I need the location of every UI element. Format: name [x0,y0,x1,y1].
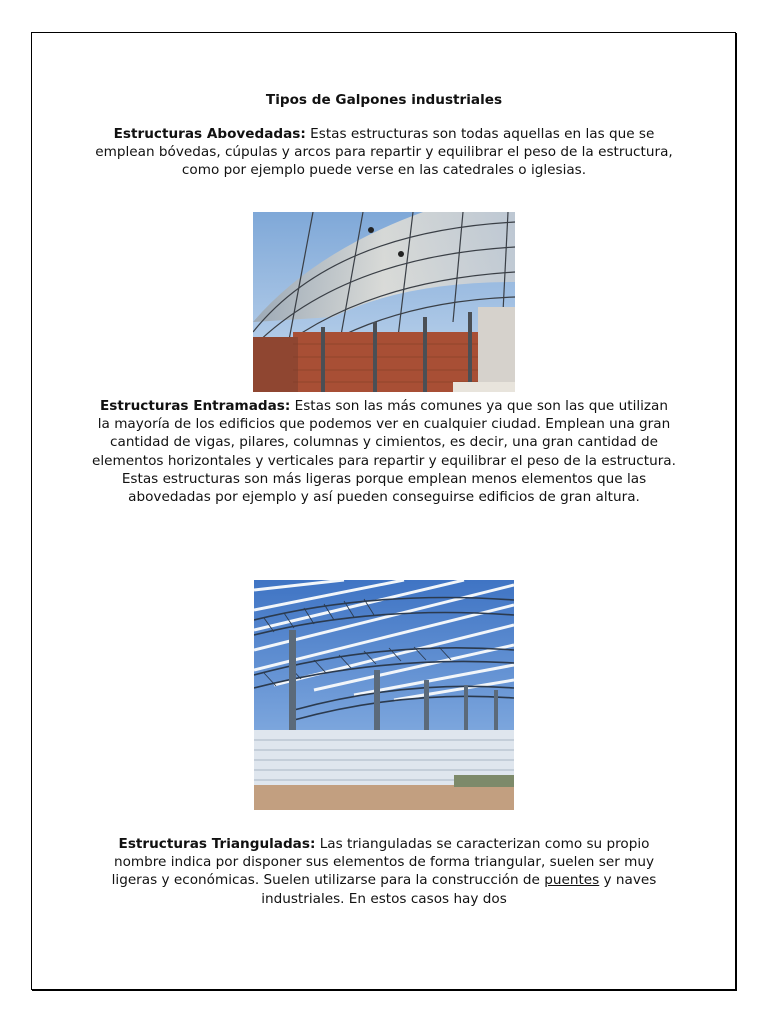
heading-abovedadas: Estructuras Abovedadas: [113,126,306,142]
paragraph-entramadas [92,397,676,506]
heading-entramadas: Estructuras Entramadas: [100,398,291,414]
photo-vaulted-structure [253,212,515,392]
text-trianguladas-after: y naves industriales. En estos casos hay dos [261,872,657,907]
photo-framed-structure [254,580,514,810]
heading-trianguladas: Estructuras Trianguladas: [118,836,316,852]
document-title: Tipos de Galpones industriales [265,92,503,108]
text-trianguladas-before: Las trianguladas se caracterizan como su propio nombre indica por disponer sus elementos de forma triangular, suelen ser muy ligeras y económicas. Suelen utilizarse para la construcción de [111,836,655,889]
puentes-link[interactable]: puentes [544,872,600,889]
paragraph-trianguladas [92,835,676,908]
text-abovedadas: Estas estructuras son todas aquellas en las que se emplean bóvedas, cúpulas y arcos para repartir y equilibrar el peso de la estructura, como por ejemplo puede verse en las catedrales o iglesias. [95,126,673,179]
text-entramadas: Estas son las más comunes ya que son las que utilizan la mayoría de los edificios que podemos ver en cualquier ciudad. Emplean una gran cantidad de vigas, pilares, columnas y cimientos, es decir, una gran cantidad de elementos horizontales y verticales para repartir y equilibrar el peso de la estructura. Estas estructuras son más ligeras porque emplean menos elementos que las abovedadas por ejemplo y así pueden conseguirse edificios de gran altura. [92,398,676,506]
paragraph-abovedadas [92,125,676,180]
